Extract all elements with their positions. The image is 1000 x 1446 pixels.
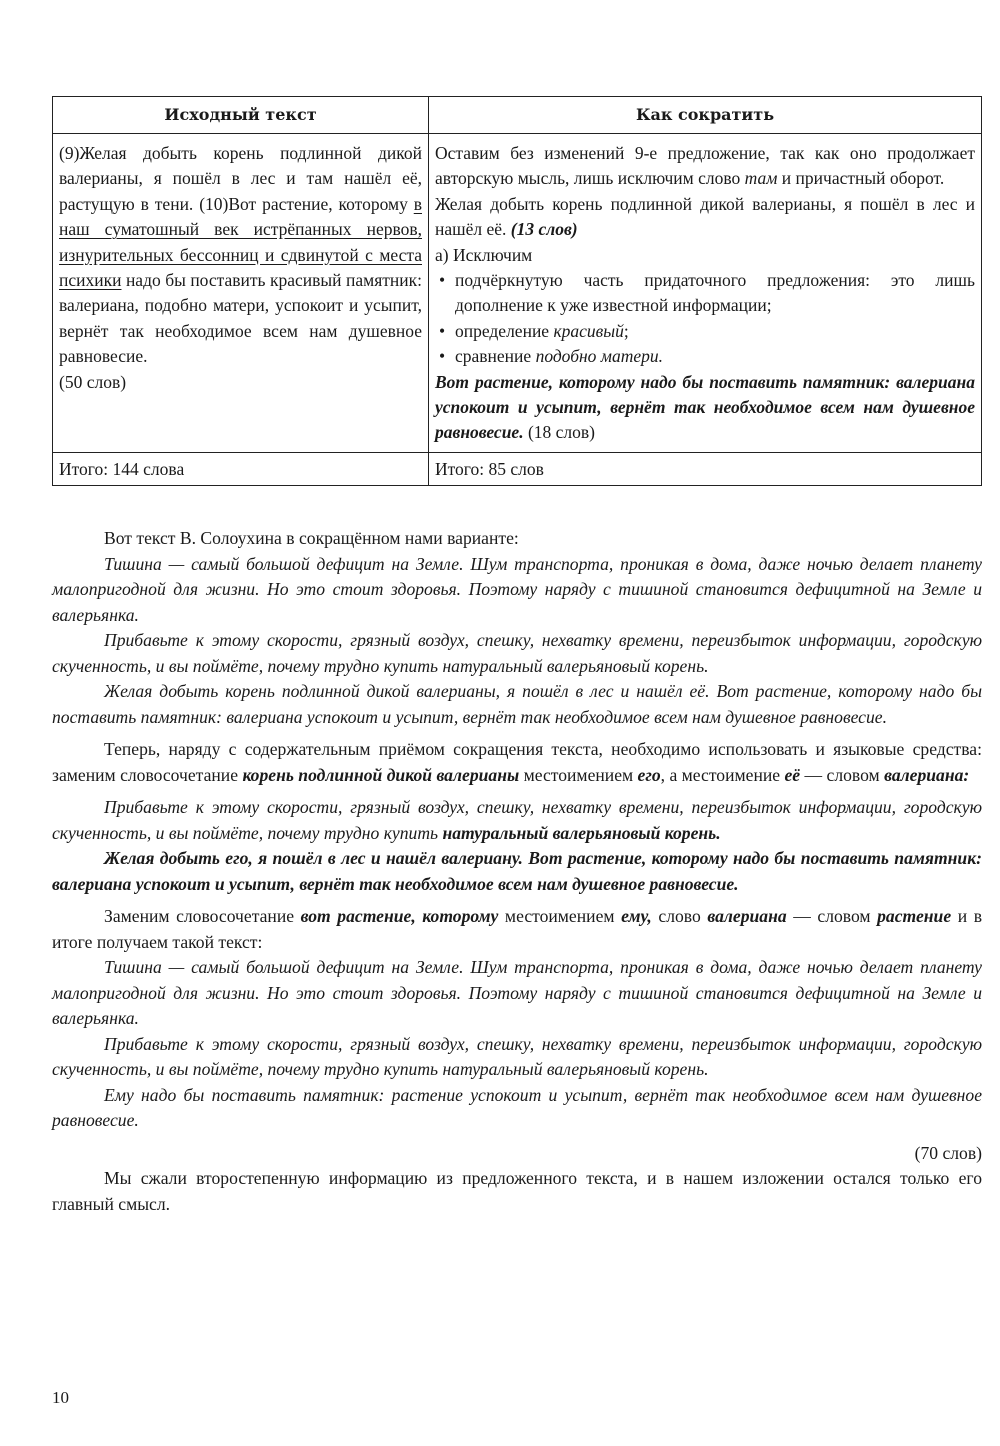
original-part-2: надо бы поставить красивый памятник: валериана, подобно матери, успокоит и усыпит, вернёт так необходимое всем нам душевное равновесие.	[59, 270, 422, 367]
version1-paragraph-1: Тишина — самый большой дефицит на Земле. Шум транспорта, проникая в дома, даже ночью делает планету малопригодной для жизни. Но это стоит здоровья. Поэтому наряду с тишиной становится дефицитной на Земле и валерьянка.	[52, 553, 982, 625]
exclude-list	[435, 268, 975, 370]
original-underlined: в наш суматошный век истрёпанных нервов, изнурительных бессонниц и сдвинутой с места психики	[59, 193, 422, 291]
howto-cell	[429, 134, 982, 453]
table-body-row	[53, 134, 982, 453]
original-total: Итого: 144 слова	[53, 452, 429, 485]
original-text-cell	[53, 134, 429, 453]
howto-total: Итого: 85 слов	[429, 452, 982, 485]
page-number: 10	[52, 1388, 69, 1407]
version1-paragraph-3: Желая добыть корень подлинной дикой валерианы, я пошёл в лес и нашёл её. Вот растение, которому надо бы поставить памятник: валериана успокоит и усыпит, вернёт так необходимое всем нам душевное равновесие.	[52, 681, 982, 727]
intro-paragraph: Вот текст В. Солоухина в сокращённом нами варианте:	[104, 528, 519, 548]
version1-paragraph-2: Прибавьте к этому скорости, грязный воздух, спешку, нехватку времени, переизбыток информации, городскую скученность, и вы поймёте, почему трудно купить натуральный валерьяновый корень.	[52, 630, 982, 676]
version2-paragraph-2: Прибавьте к этому скорости, грязный воздух, спешку, нехватку времени, переизбыток информации, городскую скученность, и вы поймёте, почему трудно купить натуральный валерьяновый корень.	[52, 797, 982, 843]
exclude-item-1: • подчёркнутую часть придаточного предложения: это лишь дополнение к уже известной информации;	[455, 268, 975, 319]
version3-paragraph-3: Ему надо бы поставить памятник: растение успокоит и усыпит, вернёт так необходимое всем нам душевное равновесие.	[52, 1084, 982, 1130]
howto-sentence: Желая добыть корень подлинной дикой валерианы, я пошёл в лес и нашёл её. (13 слов)	[435, 193, 975, 240]
header-howto: Как сократить	[429, 97, 982, 134]
original-part-1: (9)Желая добыть корень подлинной дикой валерианы, я пошёл в лес и там нашёл её, растущую в тени. (10)Вот растение, которому	[59, 143, 422, 214]
step2-paragraph: Теперь, наряду с содержательным приёмом сокращения текста, необходимо использовать и языковые средства: заменим словосочетание корень подлинной дикой валерианы местоимением его, а местоимение её — словом валериана:	[52, 739, 982, 785]
howto-intro: Оставим без изменений 9-е предложение, так как оно продолжает авторскую мысль, лишь исключим слово там и причастный оборот.	[435, 143, 975, 189]
version2-paragraph-3: Желая добыть его, я пошёл в лес и нашёл валериану. Вот растение, которому надо бы поставить памятник: валериана успокоит и усыпит, вернёт так необходимое всем нам душевное равновесие.	[52, 848, 982, 894]
body-text	[52, 526, 982, 1217]
final-word-count: (70 слов)	[914, 1142, 982, 1163]
step3-paragraph: Заменим словосочетание вот растение, которому местоимением ему, слово валериана — словом растение и в итоге получаем такой текст:	[52, 906, 983, 952]
table-header-row	[53, 97, 982, 134]
table-total-row	[53, 452, 982, 485]
version3-paragraph-2: Прибавьте к этому скорости, грязный воздух, спешку, нехватку времени, переизбыток информации, городскую скученность, и вы поймёте, почему трудно купить натуральный валерьяновый корень.	[52, 1033, 982, 1079]
header-original: Исходный текст	[53, 97, 429, 134]
howto-exclude-label: а) Исключим	[435, 244, 533, 265]
comparison-table	[52, 96, 982, 486]
original-word-count: (50 слов)	[59, 371, 127, 392]
exclude-item-3: • сравнение подобно матери.	[455, 344, 975, 369]
conclusion-paragraph: Мы сжали второстепенную информацию из предложенного текста, и в нашем изложении остался только его главный смысл.	[52, 1168, 982, 1214]
howto-result: Вот растение, которому надо бы поставить памятник: валериана успокоит и усыпит, вернёт так необходимое всем нам душевное равновесие. (18 слов)	[435, 371, 975, 443]
version3-paragraph-1: Тишина — самый большой дефицит на Земле. Шум транспорта, проникая в дома, даже ночью делает планету малопригодной для жизни. Но это стоит здоровья. Поэтому наряду с тишиной становится дефицитной на Земле и валерьянка.	[52, 957, 982, 1028]
exclude-item-2: • определение красивый;	[455, 319, 975, 344]
